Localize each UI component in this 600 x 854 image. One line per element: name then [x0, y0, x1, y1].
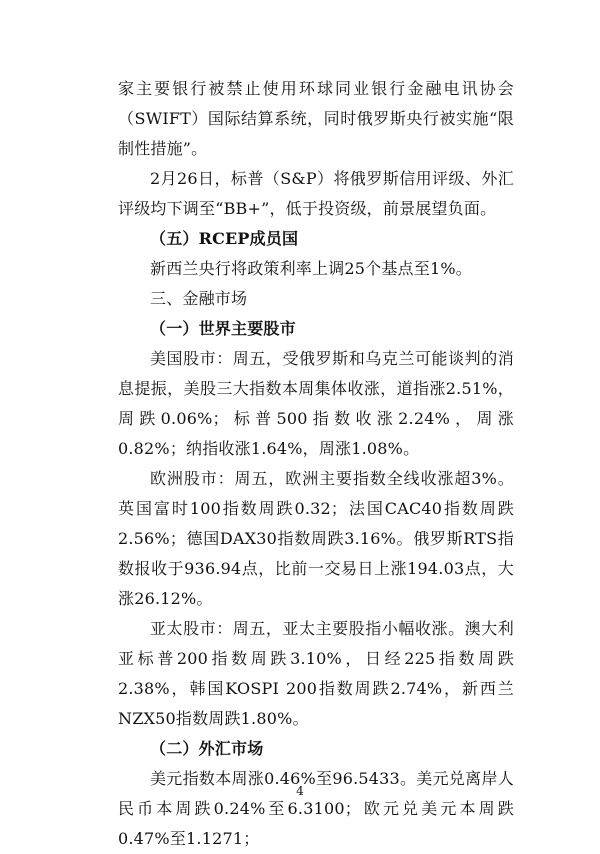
- heading-financial-markets: 三、金融市场: [150, 289, 248, 308]
- paragraph-asia-pacific-stocks: 亚太股市：周五，亚太主要股指小幅收涨。澳大利亚标普200指数周跌3.10%，日经225指数周跌2.38%，韩国KOSPI 200指数周跌2.74%，新西兰NZX50指数周跌1.80%。: [118, 619, 514, 728]
- heading-rcep-members: （五）RCEP成员国: [150, 229, 299, 248]
- paragraph-swift-continuation: 家主要银行被禁止使用环球同业银行金融电讯协会（SWIFT）国际结算系统，同时俄罗斯央行被实施“限制性措施”。: [118, 79, 514, 158]
- page-number: 4: [296, 784, 304, 798]
- heading-world-stock-markets: （一）世界主要股市: [150, 319, 296, 338]
- paragraph-europe-stocks: 欧洲股市：周五，欧洲主要指数全线收涨超3%。英国富时100指数周跌0.32；法国CAC40指数周跌2.56%；德国DAX30指数周跌3.16%。俄罗斯RTS指数报收于936.94点，比前一交易日上涨194.03点，大涨26.12%。: [118, 469, 514, 608]
- document-body: [118, 74, 514, 854]
- paragraph-new-zealand-rate: 新西兰央行将政策利率上调25个基点至1%。: [150, 259, 472, 278]
- paragraph-sp-rating: 2月26日，标普（S&P）将俄罗斯信用评级、外汇评级均下调至“BB+”，低于投资级，前景展望负面。: [118, 169, 514, 218]
- paragraph-forex: 美元指数本周涨0.46%至96.5433。美元兑离岸人民币本周跌0.24%至6.3100；欧元兑美元本周跌0.47%至1.1271；: [118, 769, 514, 848]
- heading-forex-market: （二）外汇市场: [150, 739, 264, 758]
- paragraph-us-stocks: 美国股市：周五，受俄罗斯和乌克兰可能谈判的消息提振，美股三大指数本周集体收涨，道指涨2.51%，周跌0.06%；标普500指数收涨2.24%，周涨0.82%；纳指收涨1.64%，周涨1.08%。: [118, 349, 514, 458]
